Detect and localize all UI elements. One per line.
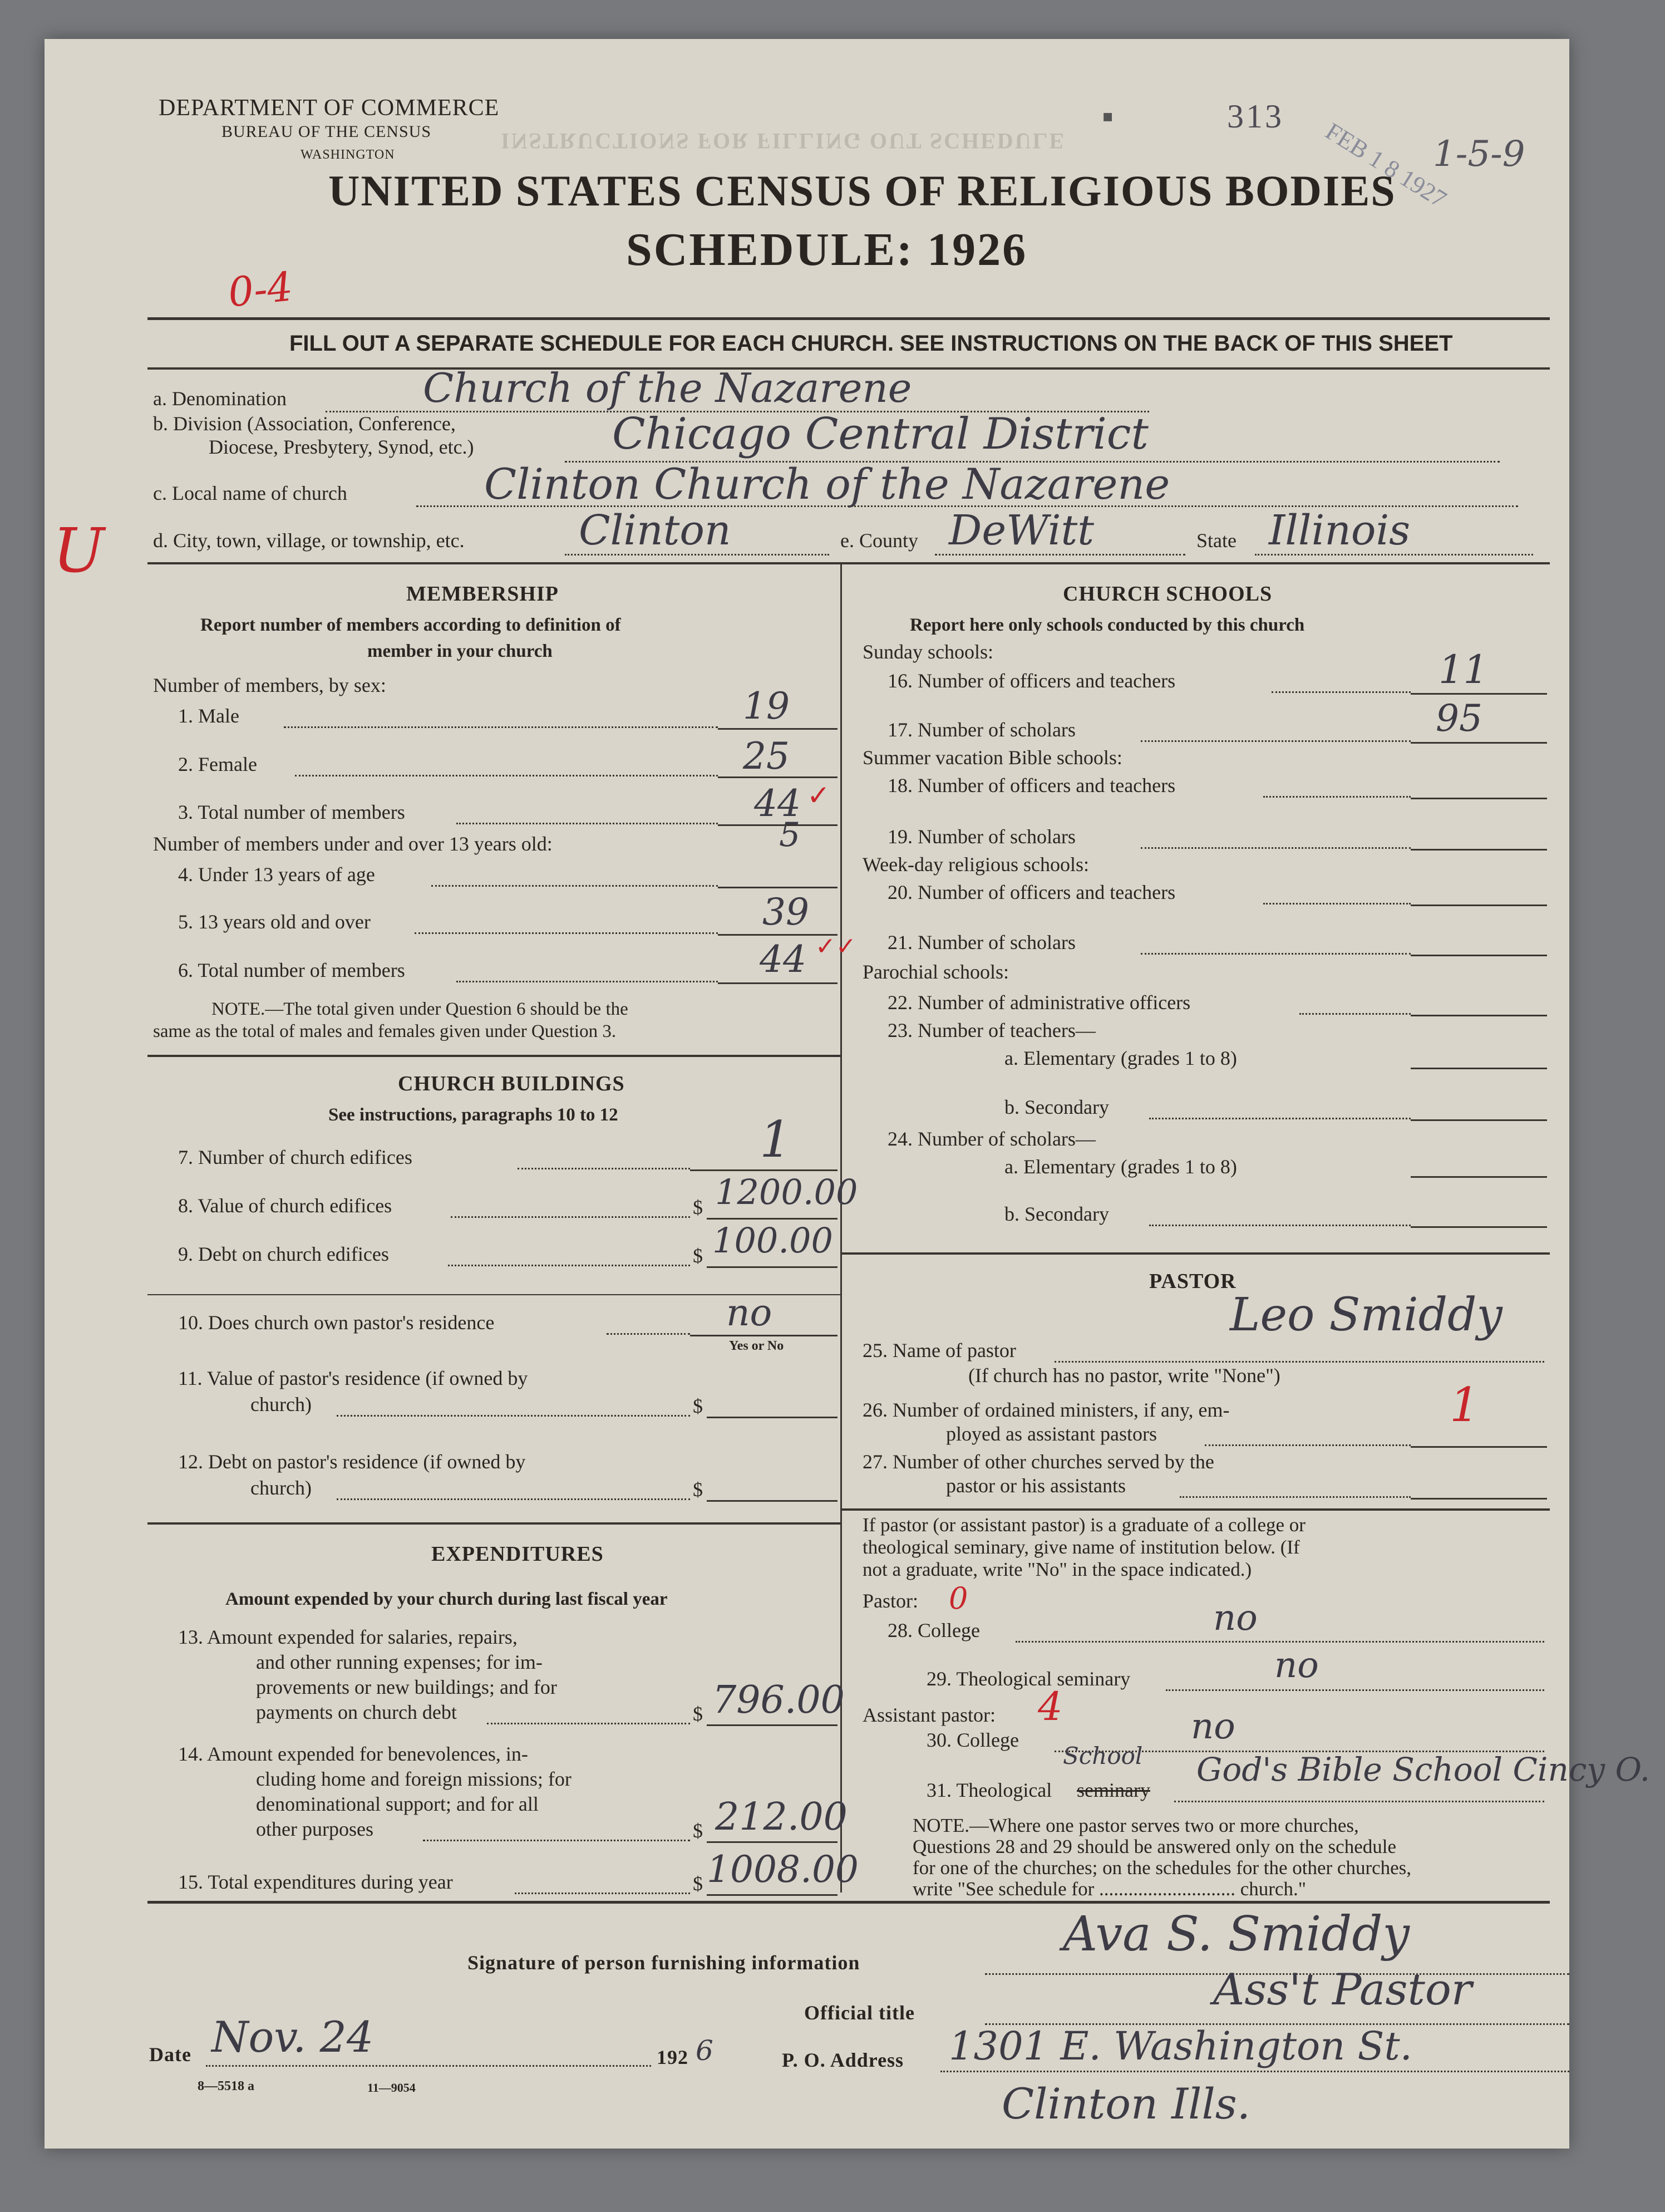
department-name: DEPARTMENT OF COMMERCE <box>159 95 500 121</box>
q14-label-line4: other purposes <box>256 1818 373 1840</box>
members-by-sex-label: Number of members, by sex: <box>153 674 386 696</box>
q12-label-cont: church) <box>250 1477 312 1499</box>
local-name-label: c. Local name of church <box>153 482 347 504</box>
pastor-section-label: Pastor: <box>863 1590 919 1612</box>
header-rule-top <box>147 317 1550 320</box>
city-value[interactable]: Clinton <box>579 507 731 554</box>
division-label: b. Division (Association, Conference, <box>153 412 456 435</box>
members-by-age-label: Number of members under and over 13 years old: <box>153 833 553 855</box>
red-double-checkmark: ✓✓ <box>815 933 856 960</box>
date-value[interactable]: Nov. 24 <box>211 2012 374 2062</box>
q8-value-amount[interactable]: 1200.00 <box>715 1172 858 1212</box>
county-label: e. County <box>840 529 918 552</box>
q9-debt-label: 9. Debt on church edifices <box>178 1243 389 1265</box>
q6-total-value[interactable]: 44 <box>760 938 806 981</box>
pastor-note-line3: for one of the churches; on the schedules for the other churches, <box>913 1857 1412 1879</box>
q1-male-value[interactable]: 19 <box>743 685 790 727</box>
q7-edifices-label: 7. Number of church edifices <box>178 1146 412 1168</box>
date-label: Date <box>149 2043 191 2066</box>
q13-label-line4: payments on church debt <box>256 1701 457 1723</box>
q21-label: 21. Number of scholars <box>888 931 1076 953</box>
expenditures-heading: EXPENDITURES <box>431 1542 604 1566</box>
bureau-name: BUREAU OF THE CENSUS <box>221 122 431 141</box>
po-address-value[interactable]: 1301 E. Washington St. <box>949 2023 1412 2069</box>
q25-hint: (If church has no pastor, write "None") <box>968 1364 1280 1387</box>
q16-label: 16. Number of officers and teachers <box>888 670 1176 692</box>
q13-label-line3: provements or new buildings; and for <box>256 1676 557 1698</box>
q5-over13-label: 5. 13 years old and over <box>178 911 371 933</box>
vacation-schools-label: Summer vacation Bible schools: <box>863 746 1122 769</box>
division-value[interactable]: Chicago Central District <box>612 409 1149 459</box>
q22-label: 22. Number of administrative officers <box>888 991 1191 1014</box>
serial-number: 313 <box>1227 98 1284 135</box>
q19-label: 19. Number of scholars <box>888 825 1076 848</box>
q11-dollar-sign: $ <box>693 1395 703 1417</box>
q31-school-value[interactable]: God's Bible School Cincy O. <box>1196 1751 1651 1788</box>
q24-label: 24. Number of scholars— <box>888 1128 1096 1150</box>
q8-dollar-sign: $ <box>693 1196 703 1218</box>
pastor-note-line4: write "See schedule for ............................ church." <box>913 1878 1307 1900</box>
q18-label: 18. Number of officers and teachers <box>888 774 1176 797</box>
q20-label: 20. Number of officers and teachers <box>888 881 1176 903</box>
denomination-value[interactable]: Church of the Nazarene <box>423 365 912 411</box>
q23a-label: a. Elementary (grades 1 to 8) <box>1004 1047 1237 1069</box>
q9-dollar-sign: $ <box>693 1245 703 1267</box>
assistant-red-mark: 4 <box>1038 1684 1063 1729</box>
q17-value[interactable]: 95 <box>1436 697 1482 740</box>
q13-label-line2: and other running expenses; for im- <box>256 1651 543 1673</box>
local-name-value[interactable]: Clinton Church of the Nazarene <box>484 459 1170 509</box>
pastor-red-mark: 0 <box>949 1581 968 1616</box>
membership-note-cont: same as the total of males and females given under Question 3. <box>153 1021 617 1041</box>
q28-college-value[interactable]: no <box>1213 1597 1258 1639</box>
weekday-schools-label: Week-day religious schools: <box>863 853 1090 876</box>
q14-label: 14. Amount expended for benevolences, in- <box>178 1743 528 1765</box>
schools-instruction: Report here only schools conducted by this church <box>910 615 1305 635</box>
year-value[interactable]: 6 <box>696 2034 713 2067</box>
q23-label: 23. Number of teachers— <box>888 1019 1096 1041</box>
q30-label: 30. College <box>927 1729 1019 1751</box>
official-title-value[interactable]: Ass't Pastor <box>1213 1965 1472 2015</box>
q2-female-value[interactable]: 25 <box>743 735 790 778</box>
q31-inserted-word: School <box>1063 1742 1143 1769</box>
membership-heading: MEMBERSHIP <box>406 582 559 606</box>
q29-label: 29. Theological seminary <box>927 1668 1131 1690</box>
q23b-label: b. Secondary <box>1004 1096 1109 1118</box>
received-date-stamp: FEB 1 8 1927 <box>1321 117 1451 213</box>
q27-label: 27. Number of other churches served by the <box>863 1451 1214 1473</box>
red-code-annotation: 0-4 <box>225 263 295 316</box>
q31-struck-word: seminary <box>1077 1779 1150 1801</box>
parochial-schools-label: Parochial schools: <box>863 961 1009 983</box>
q26-label-cont: ployed as assistant pastors <box>946 1423 1157 1445</box>
q14-label-line2: cluding home and foreign missions; for <box>256 1768 572 1790</box>
division-label-cont: Diocese, Presbytery, Synod, etc.) <box>209 436 474 458</box>
schools-heading: CHURCH SCHOOLS <box>1063 582 1273 606</box>
city-label: d. City, town, village, or township, etc. <box>153 529 465 552</box>
expenditures-instruction: Amount expended by your church during last fiscal year <box>225 1589 668 1609</box>
pastor-note: NOTE.—Where one pastor serves two or more churches, <box>913 1815 1359 1836</box>
state-label: State <box>1196 529 1237 552</box>
q17-label: 17. Number of scholars <box>888 719 1076 741</box>
q5-over13-value[interactable]: 39 <box>762 891 809 933</box>
q14-amount[interactable]: 212.00 <box>715 1795 848 1839</box>
county-value[interactable]: DeWitt <box>949 507 1095 554</box>
q13-label: 13. Amount expended for salaries, repairs, <box>178 1626 518 1648</box>
q11-label-cont: church) <box>250 1393 312 1415</box>
membership-instruction: Report number of members according to definition of <box>200 615 621 635</box>
red-margin-mark: U <box>53 515 105 586</box>
q1-male-label: 1. Male <box>178 705 239 727</box>
q3-total-value[interactable]: 44 <box>754 782 801 825</box>
q24a-label: a. Elementary (grades 1 to 8) <box>1004 1156 1237 1178</box>
q7-edifices-value[interactable]: 1 <box>760 1110 792 1169</box>
q15-total-amount[interactable]: 1008.00 <box>707 1848 859 1891</box>
q14-dollar-sign: $ <box>693 1820 703 1842</box>
q10-residence-label: 10. Does church own pastor's residence <box>178 1311 495 1334</box>
buildings-instruction: See instructions, paragraphs 10 to 12 <box>328 1105 618 1125</box>
pastor-heading: PASTOR <box>1149 1270 1237 1293</box>
sunday-schools-label: Sunday schools: <box>863 641 994 663</box>
census-schedule-sheet <box>45 39 1651 2149</box>
graduate-instruction-line2: theological seminary, give name of institution below. (If <box>863 1536 1300 1558</box>
q13-dollar-sign: $ <box>693 1703 703 1725</box>
q4-under13-value[interactable]: 5 <box>779 815 801 854</box>
red-checkmark: ✓ <box>807 780 830 811</box>
q16-value[interactable]: 11 <box>1439 647 1489 692</box>
q27-label-cont: pastor or his assistants <box>946 1474 1126 1497</box>
q26-label: 26. Number of ordained ministers, if any, em- <box>863 1399 1230 1421</box>
pencil-code: 1-5-9 <box>1433 134 1525 175</box>
q4-under13-label: 4. Under 13 years of age <box>178 863 375 886</box>
membership-instruction-cont: member in your church <box>367 641 553 661</box>
pastor-note-line2: Questions 28 and 29 should be answered only on the schedule <box>913 1836 1397 1857</box>
graduate-instruction-line3: not a graduate, write "No" in the space indicated.) <box>863 1559 1252 1580</box>
signature-value[interactable]: Ava S. Smiddy <box>1063 1906 1410 1962</box>
q15-total-label: 15. Total expenditures during year <box>178 1871 453 1893</box>
state-value[interactable]: Illinois <box>1269 507 1411 554</box>
fill-out-instruction: FILL OUT A SEPARATE SCHEDULE FOR EACH CHURCH. SEE INSTRUCTIONS ON THE BACK OF THIS SHEET <box>289 331 1453 356</box>
po-address-label: P. O. Address <box>782 2049 904 2071</box>
q9-debt-amount[interactable]: 100.00 <box>712 1220 833 1261</box>
signature-label: Signature of person furnishing information <box>467 1952 860 1974</box>
assistant-pastor-label: Assistant pastor: <box>863 1704 996 1726</box>
q28-label: 28. College <box>888 1619 980 1641</box>
print-code: 11—9054 <box>367 2081 416 2095</box>
year-prefix: 192 <box>657 2046 688 2068</box>
q14-label-line3: denominational support; and for all <box>256 1793 539 1815</box>
schedule-year-title: SCHEDULE: 1926 <box>626 224 1028 276</box>
rubber-stamp-mark: ▪ <box>1102 98 1114 135</box>
q30-college-value[interactable]: no <box>1191 1706 1235 1747</box>
form-number: 8—5518 a <box>198 2079 254 2093</box>
membership-note: NOTE.—The total given under Question 6 should be the <box>211 999 628 1019</box>
q12-dollar-sign: $ <box>693 1478 703 1501</box>
bleed-through-text: INSTRUCTIONS FOR FILLING OUT SCHEDULE <box>501 129 1066 154</box>
graduate-instruction: If pastor (or assistant pastor) is a graduate of a college or <box>863 1514 1306 1536</box>
q25-pastor-name[interactable]: Leo Smiddy <box>1230 1289 1503 1341</box>
q26-value[interactable]: 1 <box>1450 1378 1480 1432</box>
q31-label: 31. Theological <box>927 1779 1052 1801</box>
q25-label: 25. Name of pastor <box>863 1339 1016 1361</box>
q15-dollar-sign: $ <box>693 1872 703 1895</box>
q24b-label: b. Secondary <box>1004 1203 1109 1225</box>
q11-label: 11. Value of pastor's residence (if owned by <box>178 1367 528 1389</box>
q8-value-label: 8. Value of church edifices <box>178 1195 392 1217</box>
bureau-city: WASHINGTON <box>301 148 395 162</box>
q29-seminary-value[interactable]: no <box>1274 1645 1319 1686</box>
official-title-label: Official title <box>804 2002 915 2024</box>
q10-hint: Yes or No <box>729 1339 784 1353</box>
po-address-value-cont[interactable]: Clinton Ills. <box>1002 2079 1250 2129</box>
q6-total-label: 6. Total number of members <box>178 959 405 981</box>
q13-amount[interactable]: 796.00 <box>712 1678 845 1722</box>
buildings-heading: CHURCH BUILDINGS <box>398 1072 625 1095</box>
form-title: UNITED STATES CENSUS OF RELIGIOUS BODIES <box>328 166 1396 215</box>
q10-residence-value[interactable]: no <box>726 1291 772 1334</box>
denomination-label: a. Denomination <box>153 387 287 410</box>
q12-label: 12. Debt on pastor's residence (if owned by <box>178 1451 526 1473</box>
q3-total-label: 3. Total number of members <box>178 801 405 823</box>
q2-female-label: 2. Female <box>178 753 257 775</box>
